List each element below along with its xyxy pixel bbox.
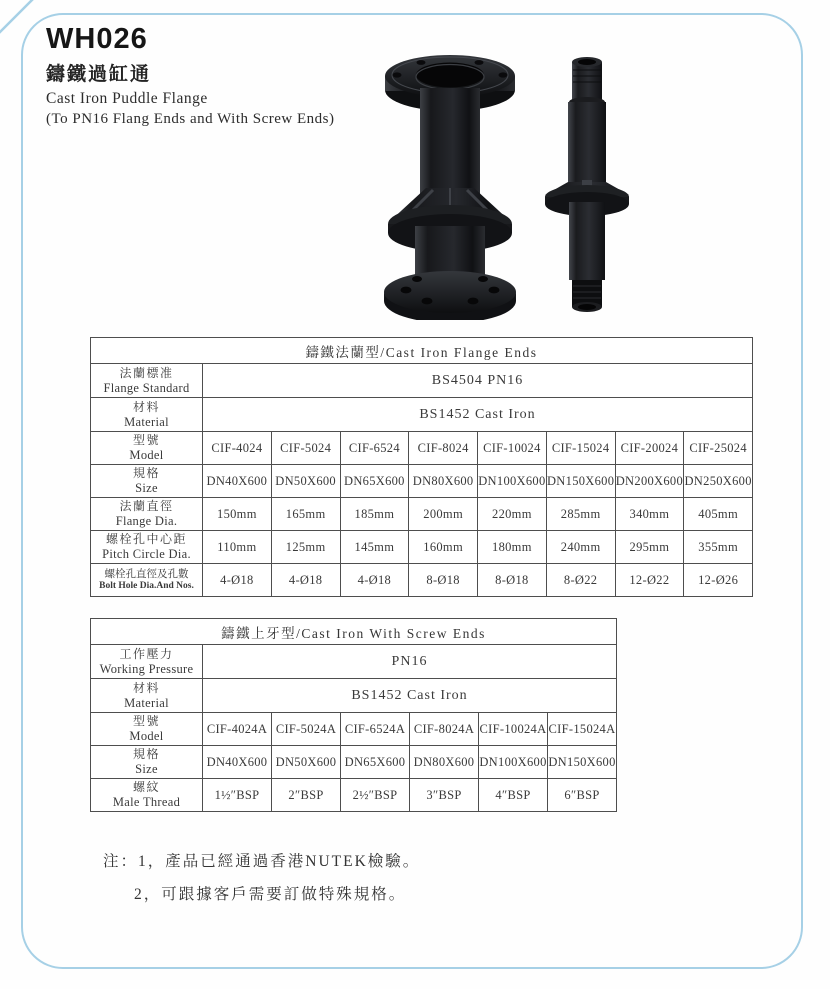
spec-row xyxy=(91,465,753,498)
spec-cell: 220mm xyxy=(478,498,547,531)
spec-cell: CIF-25024 xyxy=(684,432,753,465)
row-label xyxy=(91,713,203,746)
screw-ends-spec-table xyxy=(90,618,617,812)
spec-cell: 150mm xyxy=(203,498,272,531)
spec-row xyxy=(91,713,617,746)
spec-cell: CIF-4024 xyxy=(203,432,272,465)
spec-cell: CIF-6524A xyxy=(341,713,410,746)
spec-cell: 2½″BSP xyxy=(341,779,410,812)
spec-row xyxy=(91,779,617,812)
spec-cell: DN200X600 xyxy=(615,465,684,498)
spec-cell: 12-Ø22 xyxy=(615,564,684,597)
spec-row xyxy=(91,432,753,465)
spec-row xyxy=(91,564,753,597)
row-label-en: Model xyxy=(129,729,164,743)
table-title-row xyxy=(91,619,617,645)
spec-cell: DN80X600 xyxy=(410,746,479,779)
spec-cell: 165mm xyxy=(271,498,340,531)
screw-ends-product-photo xyxy=(535,52,639,314)
row-label-en: Bolt Hole Dia.And Nos. xyxy=(99,580,194,591)
note-item: 2，可跟據客戶需要訂做特殊規格。 xyxy=(134,886,407,903)
row-label-en: Male Thread xyxy=(112,795,181,809)
spec-cell: 110mm xyxy=(203,531,272,564)
spec-cell: CIF-8024A xyxy=(410,713,479,746)
row-label-zh: 型號 xyxy=(132,714,160,728)
spec-cell: 2″BSP xyxy=(272,779,341,812)
spec-cell: DN50X600 xyxy=(272,746,341,779)
spec-cell: 4-Ø18 xyxy=(340,564,409,597)
spec-row xyxy=(91,531,753,564)
product-code: WH026 xyxy=(46,23,148,55)
spec-cell: DN40X600 xyxy=(203,465,272,498)
row-label-zh: 螺紋 xyxy=(132,780,160,794)
spec-cell: 295mm xyxy=(615,531,684,564)
row-label-zh: 螺栓孔直徑及孔數 xyxy=(104,568,189,580)
row-label-zh: 材料 xyxy=(132,680,160,695)
row-label xyxy=(91,432,203,465)
spec-cell: DN65X600 xyxy=(341,746,410,779)
info-value: BS1452 Cast Iron xyxy=(203,679,617,713)
row-label xyxy=(91,498,203,531)
info-value: PN16 xyxy=(203,645,617,679)
title-subtitle: (To PN16 Flang Ends and With Screw Ends) xyxy=(46,110,335,127)
row-label-en: Working Pressure xyxy=(99,661,194,676)
spec-row xyxy=(91,498,753,531)
row-label xyxy=(91,398,203,432)
spec-cell: DN65X600 xyxy=(340,465,409,498)
spec-cell: 1½″BSP xyxy=(203,779,272,812)
spec-cell: 6″BSP xyxy=(548,779,617,812)
spec-cell: 285mm xyxy=(546,498,615,531)
spec-cell: DN80X600 xyxy=(409,465,478,498)
spec-cell: CIF-20024 xyxy=(615,432,684,465)
spec-cell: CIF-10024 xyxy=(478,432,547,465)
spec-cell: CIF-5024A xyxy=(272,713,341,746)
spec-cell: 125mm xyxy=(271,531,340,564)
info-row xyxy=(91,398,753,432)
row-label-en: Model xyxy=(129,448,164,462)
spec-cell: 405mm xyxy=(684,498,753,531)
spec-cell: 145mm xyxy=(340,531,409,564)
row-label-zh: 材料 xyxy=(132,399,160,414)
spec-cell: 4″BSP xyxy=(479,779,548,812)
spec-cell: DN250X600 xyxy=(684,465,753,498)
row-label-zh: 法蘭標准 xyxy=(119,365,174,380)
spec-cell: 200mm xyxy=(409,498,478,531)
row-label-zh: 工作壓力 xyxy=(119,646,174,661)
title-chinese: 鑄鐵過缸通 xyxy=(46,63,152,85)
header xyxy=(46,24,334,128)
info-row xyxy=(91,679,617,713)
spec-cell: DN150X600 xyxy=(548,746,617,779)
row-label-zh: 型號 xyxy=(132,433,160,447)
spec-cell: 180mm xyxy=(478,531,547,564)
info-row xyxy=(91,364,753,398)
row-label-zh: 法蘭直徑 xyxy=(119,499,174,513)
row-label xyxy=(91,746,203,779)
spec-cell: 355mm xyxy=(684,531,753,564)
spec-cell: CIF-6524 xyxy=(340,432,409,465)
spec-cell: 12-Ø26 xyxy=(684,564,753,597)
spec-cell: DN50X600 xyxy=(271,465,340,498)
spec-cell: DN100X600 xyxy=(479,746,548,779)
row-label-zh: 規格 xyxy=(132,466,160,480)
row-label xyxy=(91,364,203,398)
spec-cell: CIF-8024 xyxy=(409,432,478,465)
row-label-en: Pitch Circle Dia. xyxy=(102,547,191,561)
table-title-row xyxy=(91,338,753,364)
notes-list xyxy=(103,845,420,911)
spec-cell: 4-Ø18 xyxy=(203,564,272,597)
info-value: BS4504 PN16 xyxy=(203,364,753,398)
table-title: 鑄鐵法蘭型/Cast Iron Flange Ends xyxy=(91,338,753,364)
row-label-zh: 規格 xyxy=(132,747,160,761)
row-label-en: Flange Dia. xyxy=(115,514,178,528)
spec-cell: CIF-15024 xyxy=(546,432,615,465)
table-title: 鑄鐵上牙型/Cast Iron With Screw Ends xyxy=(91,619,617,645)
row-label xyxy=(91,779,203,812)
spec-cell: 3″BSP xyxy=(410,779,479,812)
spec-cell: 4-Ø18 xyxy=(271,564,340,597)
row-label xyxy=(91,645,203,679)
row-label xyxy=(91,679,203,713)
spec-cell: CIF-15024A xyxy=(548,713,617,746)
spec-cell: DN100X600 xyxy=(478,465,547,498)
spec-cell: CIF-4024A xyxy=(203,713,272,746)
row-label-en: Flange Standard xyxy=(103,380,190,395)
row-label-en: Size xyxy=(135,762,158,776)
row-label xyxy=(91,465,203,498)
spec-cell: DN40X600 xyxy=(203,746,272,779)
info-row xyxy=(91,645,617,679)
note-item: 注：1，產品已經通過香港NUTEK檢驗。 xyxy=(103,853,421,870)
info-value: BS1452 Cast Iron xyxy=(203,398,753,432)
spec-cell: CIF-10024A xyxy=(479,713,548,746)
flange-ends-product-photo xyxy=(381,48,519,320)
spec-cell: CIF-5024 xyxy=(271,432,340,465)
flange-ends-spec-table xyxy=(90,337,753,597)
spec-cell: 8-Ø22 xyxy=(546,564,615,597)
spec-row xyxy=(91,746,617,779)
spec-cell: 160mm xyxy=(409,531,478,564)
row-label xyxy=(91,564,203,597)
row-label-en: Material xyxy=(124,695,169,710)
title-english: Cast Iron Puddle Flange xyxy=(46,89,208,107)
spec-cell: 340mm xyxy=(615,498,684,531)
spec-cell: 8-Ø18 xyxy=(478,564,547,597)
spec-cell: 240mm xyxy=(546,531,615,564)
spec-cell: 8-Ø18 xyxy=(409,564,478,597)
row-label-en: Size xyxy=(135,481,158,495)
row-label-zh: 螺栓孔中心距 xyxy=(105,532,187,546)
spec-cell: 185mm xyxy=(340,498,409,531)
row-label xyxy=(91,531,203,564)
spec-cell: DN150X600 xyxy=(546,465,615,498)
row-label-en: Material xyxy=(124,414,169,429)
